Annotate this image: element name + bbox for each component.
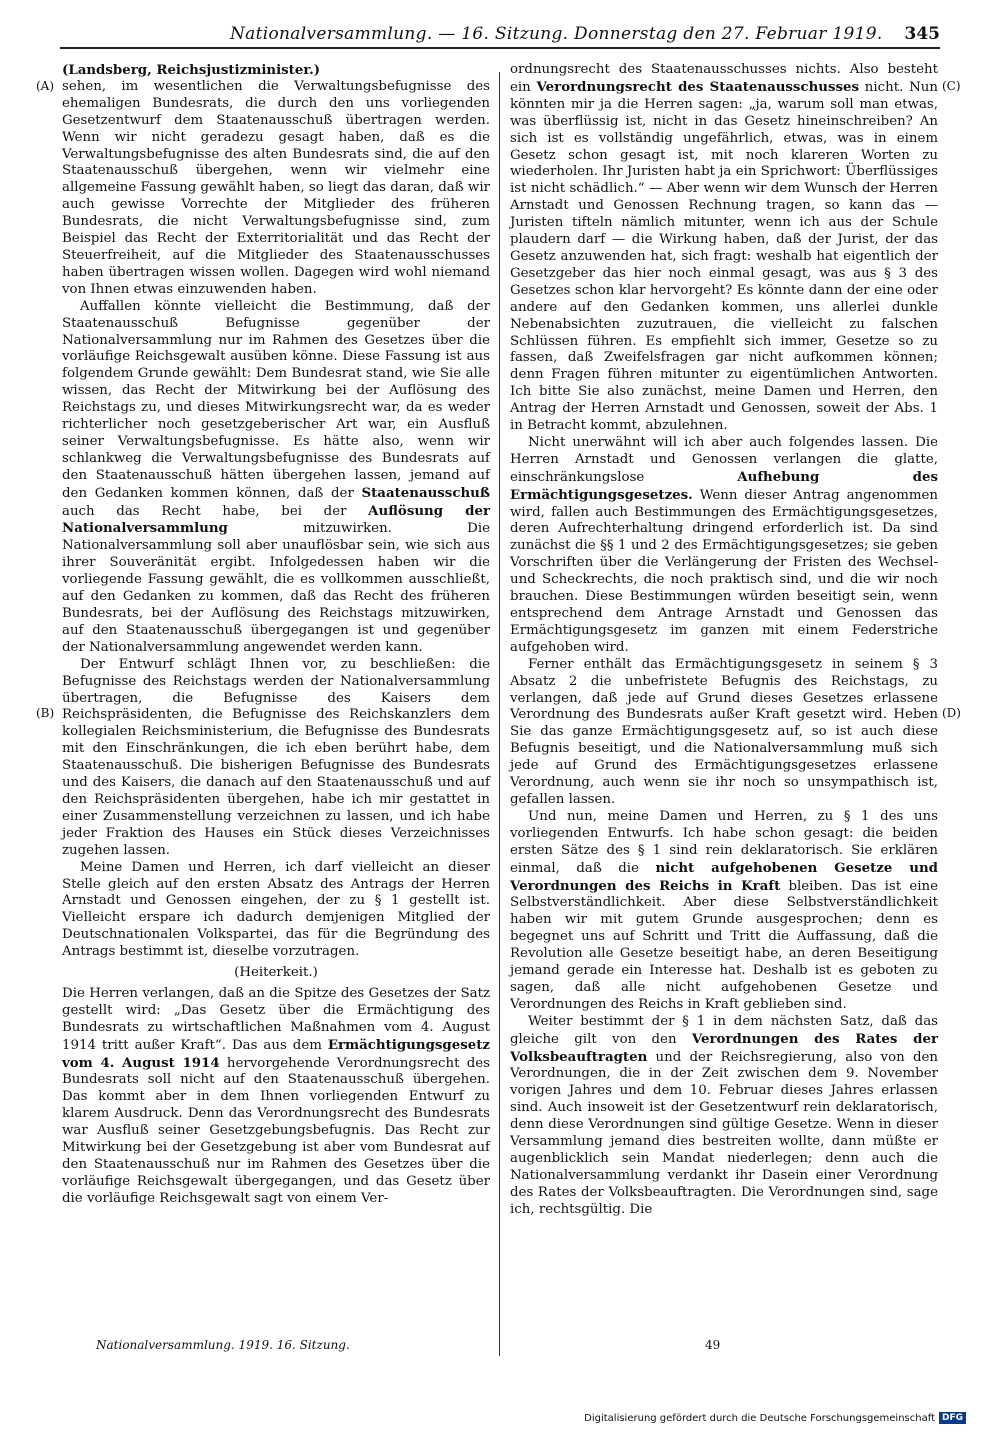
text-run: und der Reichsregierung, also von den Verordnungen, die in der Zeit zwischen dem 9. November vorigen Jahres und dem 10. Februar dieses Jahres erlassen sind. Auch insoweit ist der Gesetzentwurf rein deklaratorisch, denn diese Verordnungen sind gültige Gesetze. Wenn in dieser Versammlung jemand dies bestreiten wollte, dann müßte er augenblicklich sein Mandat niederlegen; denn auch die Nationalversammlung verdankt ihr Dasein einer Verordnung des Rates der Volksbeauftragten. Die Verordnungen sind, sage ich, rechtsgültig. Die <box>510 1049 938 1217</box>
margin-mark-a: (A) <box>36 79 55 93</box>
left-column <box>62 62 490 1208</box>
dfg-logo-icon: DFG <box>939 1412 966 1424</box>
text-run: hervorgehende Verordnungsrecht des Bundesrats soll nicht auf den Staatenausschuß übergehen. Das kommt aber in dem Ihnen vorliegenden Entwurf zu klarem Ausdruck. Denn das Verordnungsrecht des Bundesrats war Ausfluß seiner Gesetzgebungsbefugnis. Das Recht zur Mitwirkung bei der Gesetzgebung ist aber vom Bundesrat auf den Staatenausschuß nur im Rahmen des Gesetzes über die vorläufige Reichsgewalt übergegangen, und das Gesetz über die vorläufige Reichsgewalt sagt von einem Ver- <box>62 1055 491 1206</box>
digitization-credit <box>584 1412 966 1424</box>
emphasis: Ermächtigungsgesetz vom 4. August 1914 <box>62 1036 490 1071</box>
emphasis: Auflösung der Nationalversammlung <box>62 502 490 537</box>
speaker-label: (Landsberg, Reichsjustizminister.) <box>62 62 321 78</box>
text-run: nicht. Nun könnten mir ja die Herren sagen: „ja, warum soll man etwas, was überflüssig ist, nicht in das Gesetz hineinschreiben? An sich ist es vollständig ungefährlich, etwas, was in einem Gesetz schon gesagt ist, mit noch klareren Worten zu wiederholen. Ihr Juristen habt ja ein Sprichwort: Überflüssiges ist nicht schädlich.“ — Aber wenn wir dem Wunsch der Herren Arnstadt und Genossen Rechnung tragen, so kann das — Juristen tifteln nämlich mitunter, wenn ich aus der Schule plaudern darf — die Wirkung haben, daß der Jurist, der das Gesetz anzuwenden hat, sich fragt: weshalb hat eigentlich der Gesetzgeber das hier noch einmal gesagt, was aus § 3 des Gesetzes schon klar hervorgeht? Es könnte dann der eine oder andere auf den Gedanken kommen, uns allerlei dunkle Nebenabsichten zuzutrauen, die vielleicht zu falschen Schlüssen führen. Es empfiehlt sich immer, Gesetze so zu fassen, daß Zweifelsfragen gar nicht aufkommen können; denn Fragen führen mitunter zu eigentümlichen Antworten. Ich bitte Sie also zunächst, meine Damen und Herren, den Antrag der Herren Arnstadt und Genossen, soweit der Abs. 1 in Betracht kommt, abzulehnen. <box>510 79 938 434</box>
right-column <box>510 62 938 1219</box>
text-run: mitzuwirken. Die Nationalversammlung soll aber unauflösbar sein, wie sich aus ihrer Souveränität ergibt. Infolgedessen haben wir die vorliegende Fassung gewählt, die es vollkommen ausschließt, auf den Gedanken zu kommen, daß das Recht des früheren Bundesrats, bei der Auflösung des Reichstags mitzuwirken, auf den Staatenausschuß übergegangen ist und gegenüber der Nationalversammlung angewendet werden kann. <box>62 521 490 655</box>
margin-mark-d: (D) <box>942 706 961 720</box>
sheet-number: 49 <box>705 1338 721 1352</box>
interjection: (Heiterkeit.) <box>234 965 318 981</box>
text-run: Wenn dieser Antrag angenommen wird, fallen auch Bestimmungen des Ermächtigungsgesetzes, deren Aufrechterhaltung dringend erforderlich ist. Da sind zunächst die §§ 1 und 2 des Ermächtigungsgesetzes; sie geben Vorschriften über die Verlängerung der Fristen des Wechsel- und Scheckrechts, die noch praktisch sind, und die wir noch brauchen. Diese Bestimmungen würden beseitigt sein, wenn entsprechend dem Antrage Arnstadt und Genossen das Ermächtigungsgesetz im ganzen mit einem Federstriche aufgehoben wird. <box>510 487 938 655</box>
page-number: 345 <box>904 24 940 44</box>
margin-mark-b: (B) <box>36 706 55 720</box>
right-paragraph-3: Ferner enthält das Ermächtigungsgesetz in seinem § 3 Absatz 2 die unbefristete Befugnis des Reichstags, zu verlangen, daß jede auf Grund dieses Gesetzes erlassene Verordnung des Bundesrats außer Kraft gesetzt wird. Heben Sie das ganze Ermächtigungsgesetz auf, so ist auch diese Befugnis beseitigt, und die Nationalversammlung muß sich jede auf Grund des Ermächtigungsgesetzes erlassene Verordnung, auch wenn sie ihr noch so unsympathisch ist, gefallen lassen. <box>510 656 938 807</box>
column-divider <box>499 72 500 1356</box>
emphasis: Aufhebung des Ermächtigungsgesetzes. <box>510 468 938 503</box>
text-run: ordnungsrecht des Staatenausschusses nichts. Also besteht ein <box>510 62 938 95</box>
header-rule <box>60 47 940 49</box>
emphasis: Verordnungen des Rates der Volksbeauftragten <box>510 1030 938 1065</box>
emphasis: nicht aufgehobenen Gesetze und Verordnungen des Reichs in Kraft <box>510 859 938 894</box>
right-paragraph-4 <box>510 809 938 1014</box>
left-paragraph-2 <box>62 299 490 657</box>
right-paragraph-5 <box>510 1014 938 1219</box>
footer-signature: Nationalversammlung. 1919. 16. Sitzung. <box>96 1338 350 1352</box>
emphasis: Staatenausschuß <box>361 484 490 501</box>
left-paragraph-4: Meine Damen und Herren, ich darf vielleicht an dieser Stelle gleich auf den ersten Absatz des Antrags der Herren Arnstadt und Genossen eingehen, der zu § 1 gestellt ist. Vielleicht erspare ich dadurch demjenigen Mitglied der Deutschnationalen Volkspartei, das für die Begründung des Antrags bestimmt ist, dieselbe vorzutragen. <box>62 859 490 960</box>
text-run: Auffallen könnte vielleicht die Bestimmung, daß der Staatenausschuß Befugnisse gegenüber der Nationalversammlung nur im Rahmen des Gesetzes über die vorläufige Reichsgewalt ausüben könne. Diese Fassung ist aus folgendem Grunde gewählt: Dem Bundesrat stand, wie Sie alle wissen, das Recht der Mitwirkung bei der Auflösung des Reichstags zu, und dieses Mitwirkungsrecht war, da es weder richterlicher noch gesetzgeberischer Art war, ein Ausfluß seiner Verwaltungsbefugnisse. Es hätte also, wenn wir schlankweg die Verwaltungsbefugnisse des Bundesrats auf den Staatenausschuß hätten übergehen lassen, jemand auf den Gedanken kommen können, daß der <box>62 298 490 501</box>
page-header <box>60 24 940 48</box>
left-paragraph-1: sehen, im wesentlichen die Verwaltungsbefugnisse des ehemaligen Bundesrats, die durch den uns vorliegenden Gesetzentwurf dem Staatenausschuß übertragen werden. Wenn wir nicht geradezu gesagt haben, daß es die Verwaltungsbefugnisse des alten Bundesrats sind, die auf den Staatenausschuß übergehen, wenn wir vielmehr eine allgemeine Fassung gewählt haben, so liegt das daran, daß wir auch gewisse Vorrechte der Mitglieder des früheren Bundesrats, die nicht Verwaltungsbefugnisse sind, zum Beispiel das Recht der Exterritorialität und das Recht der Steuerfreiheit, auf die Mitglieder des Staatenausschusses haben übertragen wissen wollen. Dagegen wird wohl niemand von Ihnen etwas einzuwenden haben. <box>62 78 490 297</box>
text-run: Und nun, meine Damen und Herren, zu § 1 des uns vorliegenden Entwurfs. Ich habe schon gesagt: die beiden ersten Sätze des § 1 sind rein deklaratorisch. Sie erklären einmal, daß die <box>510 808 938 876</box>
text-run: Nicht unerwähnt will ich aber auch folgendes lassen. Die Herren Arnstadt und Genossen verlangen die glatte, einschränkungslose <box>510 434 938 485</box>
right-paragraph-2 <box>510 435 938 657</box>
text-run: bleiben. Das ist eine Selbstverständlichkeit. Aber diese Selbstverständlichkeit haben wir mit gutem Grunde ausgesprochen; denn es begegnet uns auf Schritt und Tritt die Auffassung, daß die Revolution alle Gesetze beseitigt habe, an deren Beseitigung jemand gerade ein Interesse hat. Deshalb ist es geboten zu sagen, daß alle nicht aufgehobenen Gesetze und Verordnungen des Reichs in Kraft geblieben sind. <box>510 878 938 1012</box>
margin-mark-c: (C) <box>942 79 961 93</box>
emphasis: Verordnungsrecht des Staatenausschusses <box>536 78 860 95</box>
right-paragraph-1 <box>510 62 938 435</box>
text-run: Weiter bestimmt der § 1 in dem nächsten Satz, daß das gleiche gilt von den <box>510 1013 938 1047</box>
header-title: Nationalversammlung. — 16. Sitzung. Donnerstag den 27. Februar 1919. <box>230 24 883 44</box>
text-run: auch das Recht habe, bei der <box>62 503 369 519</box>
credit-text: Digitalisierung gefördert durch die Deutsche Forschungsgemeinschaft <box>584 1412 935 1424</box>
left-paragraph-5 <box>62 986 490 1208</box>
left-paragraph-3: Der Entwurf schlägt Ihnen vor, zu beschließen: die Befugnisse des Reichstags werden der Nationalversammlung übertragen, die Befugnisse des Kaisers dem Reichspräsidenten, die Befugnisse des Reichskanzlers dem kollegialen Reichsministerium, die Befugnisse des Bundesrats mit den Einschränkungen, die ich eben berührt habe, dem Staatenausschuß. Die bisherigen Befugnisse des Bundesrats und des Kaisers, die danach auf den Staatenausschuß und auf den Reichspräsidenten übergehen, habe ich mir gestattet in einer Zusammenstellung verzeichnen zu lassen, und ich habe jeder Fraktion des Hauses ein Stück dieses Verzeichnisses zugehen lassen. <box>62 656 490 858</box>
text-run: Die Herren verlangen, daß an die Spitze des Gesetzes der Satz gestellt wird: „Das Gesetz über die Ermächtigung des Bundesrats zu wirtschaftlichen Maßnahmen vom 4. August 1914 tritt außer Kraft“. Das aus dem <box>62 985 490 1053</box>
